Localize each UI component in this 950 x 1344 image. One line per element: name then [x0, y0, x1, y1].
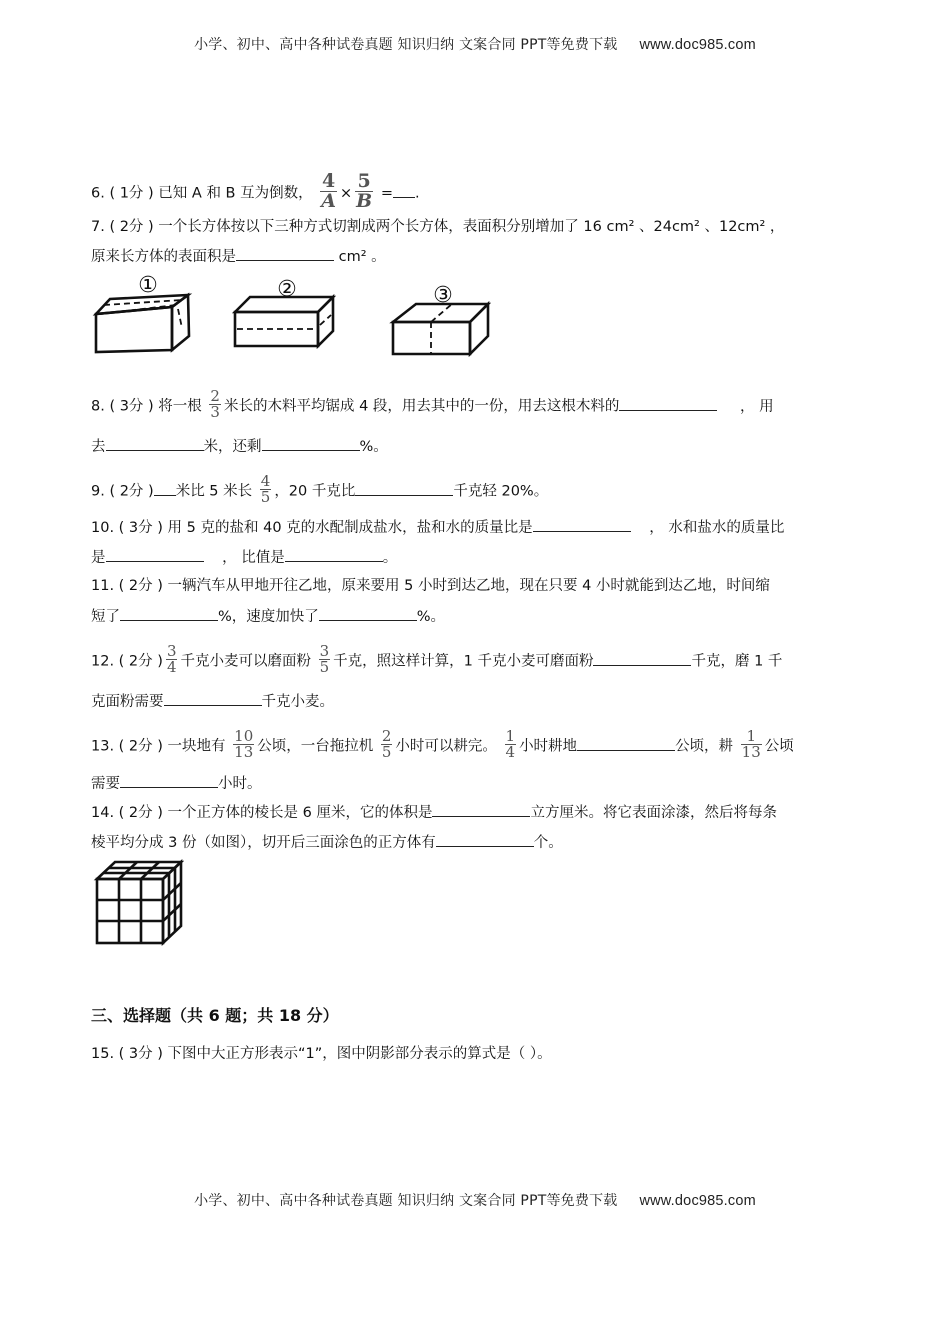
answer-blank[interactable] [154, 481, 176, 496]
answer-blank[interactable] [355, 481, 453, 496]
fraction-1-13: $\frac{1}{13}$ [741, 727, 761, 761]
answer-blank[interactable] [319, 606, 417, 621]
section-title: 三、选择题（共 6 题；共 18 分） [91, 1006, 339, 1025]
question-12-line2: 克面粉需要 千克小麦。 [91, 691, 334, 712]
answer-blank[interactable] [436, 832, 534, 847]
figure-label-1: ① [138, 274, 158, 298]
question-12-line1: 12. ( 2分 ) $\frac{3}{4}$ 千克小麦可以磨面粉 $\frac{3}{5}$ 千克，照这样计算，1 千克小麦可磨面粉 千克，磨 1 千 [91, 642, 783, 676]
question-7-line1: 7. ( 2分 ) 一个长方体按以下三种方式切割成两个长方体，表面积分别增加了 16 cm² 、24cm² 、12cm² ， [91, 219, 785, 235]
answer-blank[interactable] [120, 606, 218, 621]
question-14-line2: 棱平均分成 3 份（如图），切开后三面涂色的正方体有 个。 [91, 832, 563, 853]
fraction-3-4: $\frac{3}{4}$ [166, 642, 177, 676]
fraction-4-5: $\frac{4}{5}$ [260, 472, 271, 506]
question-11-line1: 11. ( 2分 ) 一辆汽车从甲地开往乙地，原来要用 5 小时到达乙地，现在只要 4 小时就能到达乙地，时间缩 [91, 578, 770, 594]
header-text: 小学、初中、高中各种试卷真题 知识归纳 文案合同 PPT等免费下载 [194, 37, 618, 53]
answer-blank[interactable] [393, 183, 415, 198]
times-sign: × [339, 185, 353, 202]
answer-blank[interactable] [432, 802, 530, 817]
answer-blank[interactable] [236, 246, 334, 261]
header-url: www.doc985.com [639, 37, 756, 53]
answer-blank[interactable] [164, 691, 262, 706]
answer-blank[interactable] [577, 736, 675, 751]
answer-blank[interactable] [106, 436, 204, 451]
figure-label-3: ③ [433, 283, 453, 308]
fraction-1-4: $\frac{1}{4}$ [505, 727, 516, 761]
question-6: 6. ( 1分 ) 已知 A 和 B 互为倒数， $\frac{4}{A}$ × $\frac{5}{B}$ = . [91, 170, 420, 212]
q6-text: 6. ( 1分 ) 已知 A 和 B 互为倒数， [91, 185, 313, 202]
answer-blank[interactable] [262, 436, 360, 451]
page-footer [0, 1190, 950, 1210]
question-10-line2: 是 ， 比值是 。 [91, 547, 397, 568]
question-13-line1: 13. ( 2分 ) 一块地有 $\frac{10}{13}$ 公顷，一台拖拉机 $\frac{2}{5}$ 小时可以耕完。 $\frac{1}{4}$ 小时耕地 公顷，耕 $\frac{1}{13}$ 公顷 [91, 727, 794, 761]
fraction-2-3: $\frac{2}{3}$ [210, 387, 220, 421]
question-8-line1: 8. ( 3分 ) 将一根 $\frac{2}{3}$ 米长的木料平均锯成 4 段，用去其中的一份，用去这根木料的 ， 用 [91, 387, 774, 421]
fraction-2-5: $\frac{2}{5}$ [381, 727, 392, 761]
question-10-line1: 10. ( 3分 ) 用 5 克的盐和 40 克的水配制成盐水，盐和水的质量比是 ， 水和盐水的质量比 [91, 517, 784, 538]
question-13-line2: 需要 小时。 [91, 773, 262, 794]
page-header [0, 34, 950, 54]
footer-text: 小学、初中、高中各种试卷真题 知识归纳 文案合同 PPT等免费下载 [194, 1193, 618, 1209]
question-8-line2: 去 米，还剩 %。 [91, 436, 388, 457]
figure-label-2: ② [277, 277, 297, 302]
footer-url: www.doc985.com [639, 1193, 756, 1209]
question-11-line2: 短了 %，速度加快了 %。 [91, 606, 445, 627]
fraction-3-5: $\frac{3}{5}$ [319, 642, 330, 676]
fraction-10-13: $\frac{10}{13}$ [234, 727, 254, 761]
answer-blank[interactable] [106, 547, 204, 562]
answer-blank[interactable] [120, 773, 218, 788]
answer-blank[interactable] [533, 517, 631, 532]
cube-3x3-figure [92, 858, 184, 948]
cuboid-cut-figures [90, 274, 510, 364]
question-15: 15. ( 3分 ) 下图中大正方形表示“1”，图中阴影部分表示的算式是（ ）。 [91, 1046, 552, 1062]
answer-blank[interactable] [593, 651, 691, 666]
fraction-4-over-a: $\frac{4}{A}$ [321, 170, 336, 212]
answer-blank[interactable] [285, 547, 383, 562]
answer-blank[interactable] [619, 396, 717, 411]
fraction-5-over-b: $\frac{5}{B}$ [356, 170, 373, 212]
question-7-line2: 原来长方体的表面积是 cm² 。 [91, 246, 386, 267]
question-9: 9. ( 2分 ) 米比 5 米长 $\frac{4}{5}$ ，20 千克比 千克轻 20%。 [91, 472, 549, 506]
question-14-line1: 14. ( 2分 ) 一个正方体的棱长是 6 厘米，它的体积是 立方厘米。将它表面涂漆，然后将每条 [91, 802, 777, 823]
